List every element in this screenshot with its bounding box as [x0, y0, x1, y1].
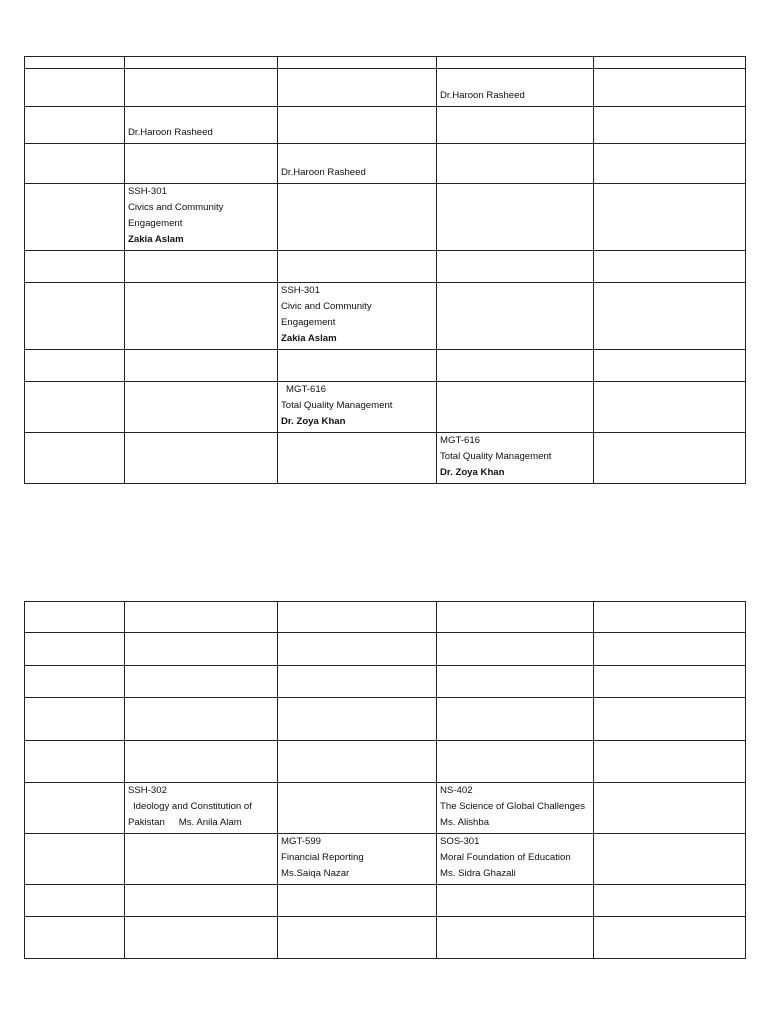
table-cell	[125, 633, 278, 666]
table-row	[25, 283, 746, 350]
table-cell	[594, 917, 746, 959]
course-title: Total Quality Management	[440, 451, 552, 462]
instructor-name: Ms. Alishba	[440, 817, 490, 828]
table-row	[25, 666, 746, 698]
course-title: Moral Foundation of Education	[440, 852, 571, 863]
table-cell	[278, 350, 437, 382]
table-cell	[437, 57, 594, 69]
table-cell	[278, 834, 437, 885]
table-cell	[278, 666, 437, 698]
table-cell	[125, 382, 278, 433]
course-title: Civic and Community	[281, 301, 372, 312]
table-cell	[25, 57, 125, 69]
course-title: Engagement	[128, 218, 183, 229]
table-cell	[278, 917, 437, 959]
table-cell	[278, 783, 437, 834]
course-code: SSH-301	[281, 285, 320, 296]
course-title: The Science of Global Challenges	[440, 801, 586, 812]
table-cell	[25, 107, 125, 144]
table-cell	[125, 885, 278, 917]
course-title: Pakistan	[128, 817, 165, 828]
table-cell	[25, 144, 125, 184]
table-row	[25, 144, 746, 184]
table-cell	[437, 885, 594, 917]
table-cell	[125, 184, 278, 251]
table-cell	[437, 433, 594, 484]
table-cell	[594, 251, 746, 283]
table-cell	[437, 783, 594, 834]
table-cell	[278, 433, 437, 484]
table-cell	[25, 69, 125, 107]
table-cell	[125, 57, 278, 69]
table-cell	[25, 834, 125, 885]
table-row	[25, 57, 746, 69]
table-cell	[125, 602, 278, 633]
table-cell	[125, 834, 278, 885]
table-cell	[25, 382, 125, 433]
table-cell	[125, 251, 278, 283]
table-cell	[278, 107, 437, 144]
course-code: MGT-599	[281, 836, 321, 847]
table-cell	[25, 283, 125, 350]
table-cell	[594, 602, 746, 633]
table-cell	[25, 741, 125, 783]
timetable-2	[24, 601, 746, 959]
table-cell	[437, 350, 594, 382]
table-cell	[125, 698, 278, 741]
timetable-1	[24, 56, 746, 484]
instructor-name: Ms. Anila Alam	[178, 817, 242, 828]
table-cell	[594, 834, 746, 885]
instructor-name: Dr.Haroon Rasheed	[440, 90, 525, 101]
table-cell	[25, 184, 125, 251]
table-cell	[25, 251, 125, 283]
table-cell	[278, 69, 437, 107]
table-cell	[437, 107, 594, 144]
table-cell	[125, 741, 278, 783]
table-cell	[125, 666, 278, 698]
table-cell	[25, 602, 125, 633]
table-row	[25, 350, 746, 382]
table-row	[25, 834, 746, 885]
table-cell	[594, 698, 746, 741]
table-cell	[437, 917, 594, 959]
table-row	[25, 885, 746, 917]
table-cell	[437, 184, 594, 251]
course-title: Total Quality Management	[281, 400, 393, 411]
table-cell	[278, 698, 437, 741]
table-row	[25, 917, 746, 959]
table-cell	[594, 283, 746, 350]
instructor-name: Dr. Zoya Khan	[440, 467, 505, 478]
table-cell	[437, 69, 594, 107]
table-cell	[125, 69, 278, 107]
table-cell	[594, 633, 746, 666]
course-code: SOS-301	[440, 836, 480, 847]
table-cell	[594, 783, 746, 834]
table-cell	[278, 184, 437, 251]
table-cell	[437, 382, 594, 433]
course-code: MGT-616	[286, 384, 326, 395]
course-code: MGT-616	[440, 435, 480, 446]
table-cell	[125, 144, 278, 184]
table-cell	[437, 633, 594, 666]
table-cell	[437, 283, 594, 350]
course-title: Civics and Community	[128, 202, 224, 213]
table-cell	[25, 433, 125, 484]
instructor-name: Dr. Zoya Khan	[281, 416, 346, 427]
table-cell	[594, 666, 746, 698]
table-cell	[594, 69, 746, 107]
table-cell	[437, 144, 594, 184]
table-cell	[278, 741, 437, 783]
course-code: SSH-302	[128, 785, 167, 796]
table-cell	[125, 917, 278, 959]
table-row	[25, 69, 746, 107]
table-row	[25, 184, 746, 251]
table-cell	[125, 107, 278, 144]
table-cell	[125, 783, 278, 834]
table-cell	[594, 885, 746, 917]
course-title: Ideology and Constitution of	[133, 801, 252, 812]
table-cell	[25, 666, 125, 698]
table-row	[25, 251, 746, 283]
table-cell	[278, 57, 437, 69]
table-cell	[25, 917, 125, 959]
table-cell	[437, 602, 594, 633]
table-cell	[594, 433, 746, 484]
table-cell	[594, 57, 746, 69]
instructor-name: Ms. Sidra Ghazali	[440, 868, 516, 879]
table-row	[25, 433, 746, 484]
table-cell	[25, 698, 125, 741]
course-code: NS-402	[440, 785, 473, 796]
table-cell	[125, 350, 278, 382]
instructor-name: Ms.Saiqa Nazar	[281, 868, 350, 879]
table-row	[25, 382, 746, 433]
table-cell	[594, 107, 746, 144]
table-cell	[125, 283, 278, 350]
table-cell	[437, 834, 594, 885]
table-cell	[125, 433, 278, 484]
table-cell	[278, 885, 437, 917]
table-cell	[278, 602, 437, 633]
table-cell	[278, 283, 437, 350]
table-cell	[25, 633, 125, 666]
table-row	[25, 633, 746, 666]
table-cell	[278, 144, 437, 184]
instructor-name: Zakia Aslam	[128, 234, 184, 245]
table-row	[25, 602, 746, 633]
table-row	[25, 107, 746, 144]
table-row	[25, 698, 746, 741]
table-row	[25, 783, 746, 834]
table-cell	[25, 885, 125, 917]
table-cell	[437, 666, 594, 698]
table-cell	[25, 783, 125, 834]
table-cell	[594, 350, 746, 382]
instructor-name: Dr.Haroon Rasheed	[128, 127, 213, 138]
instructor-name: Dr.Haroon Rasheed	[281, 167, 366, 178]
table-cell	[437, 741, 594, 783]
course-title: Engagement	[281, 317, 336, 328]
table-cell	[594, 144, 746, 184]
course-title: Financial Reporting	[281, 852, 364, 863]
instructor-name: Zakia Aslam	[281, 333, 337, 344]
course-code: SSH-301	[128, 186, 167, 197]
table-cell	[594, 184, 746, 251]
table-cell	[278, 251, 437, 283]
table-cell	[594, 382, 746, 433]
table-cell	[278, 382, 437, 433]
table-cell	[594, 741, 746, 783]
table-cell	[25, 350, 125, 382]
table-cell	[437, 251, 594, 283]
table-cell	[278, 633, 437, 666]
table-cell	[437, 698, 594, 741]
table-row	[25, 741, 746, 783]
